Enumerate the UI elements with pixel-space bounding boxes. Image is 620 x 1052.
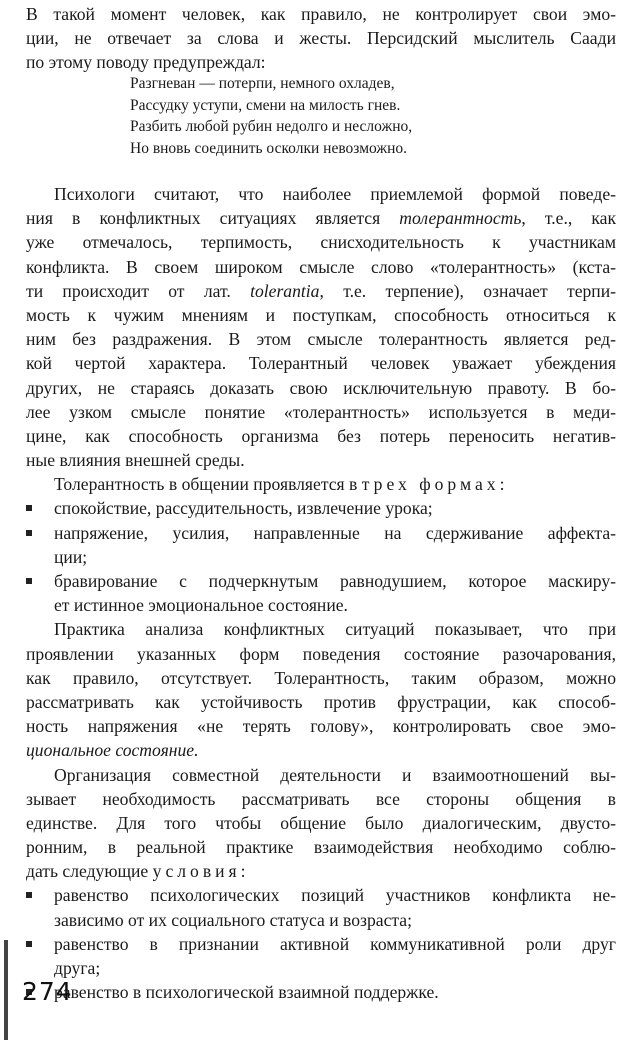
text-span: ти происходит от лат. bbox=[26, 280, 251, 301]
bullet-icon bbox=[26, 892, 32, 898]
list-item bbox=[26, 496, 616, 520]
text-line bbox=[26, 206, 616, 230]
list-item bbox=[26, 980, 616, 1004]
text-line: ронним, в реальной практике взаимодействия необходимо соблю- bbox=[26, 837, 616, 858]
italic-term: толерантность bbox=[399, 208, 522, 229]
text-line: ним без раздражения. В этом смысле толерантность является ред- bbox=[26, 329, 616, 350]
text-line: уже отмечалось, терпимость, снисходительность к участникам bbox=[26, 232, 616, 253]
bullet-icon bbox=[26, 505, 32, 511]
text-line: Психологи считают, что наиболее приемлемой формой поведе- bbox=[54, 184, 616, 204]
text-span: , т.е. терпение), означает терпи- bbox=[319, 280, 616, 301]
text-line: ность напряжения «не терять голову», контролировать свое эмо- bbox=[26, 716, 616, 737]
bullet-icon bbox=[26, 578, 32, 584]
poem-line: Разбить любой рубин недолго и несложно, bbox=[130, 118, 413, 135]
text-span: , т.е., как bbox=[521, 208, 616, 229]
text-line: по этому поводу предупреждал: bbox=[26, 52, 266, 73]
text-line: кой чертой характера. Толерантный человек уважает убеждения bbox=[26, 353, 616, 374]
text-line: цине, как способность организма без потерь переносить негатив- bbox=[26, 425, 616, 446]
text-line: проявлении указанных форм поведения состояние разочарования, bbox=[26, 643, 616, 664]
text-line: равенство в признании активной коммуникативной роли друг bbox=[54, 933, 616, 954]
text-line: ции, не отвечает за слова и жесты. Персидский мыслитель Саади bbox=[26, 28, 616, 49]
text-line: В такой момент человек, как правило, не контролирует свои эмо- bbox=[26, 4, 616, 24]
main-text bbox=[26, 182, 616, 1004]
text-line: лее узком смысле понятие «толерантность» используется в меди- bbox=[26, 401, 616, 422]
text-line: других, не стараясь доказать свою исключительную правоту. В бо- bbox=[26, 377, 616, 398]
text-line: ет истинное эмоциональное состояние. bbox=[54, 595, 348, 616]
list-item bbox=[26, 569, 616, 617]
page-number: 274 bbox=[22, 977, 73, 1006]
spaced-term: условия bbox=[152, 861, 241, 882]
text-line bbox=[26, 738, 616, 762]
text-line: Организация совместной деятельности и взаимоотношений вы- bbox=[54, 764, 616, 785]
text-span: дать следующие bbox=[26, 861, 153, 882]
text-line: бравирование с подчеркнутым равнодушием, которое маскиру- bbox=[54, 571, 616, 591]
text-line: ные влияния внешней среды. bbox=[26, 450, 245, 471]
text-line: конфликта. В своем широком смысле слово «толерантность» (кста- bbox=[26, 256, 616, 277]
text-line: мость к чужим мнениям и поступкам, способность относиться к bbox=[26, 304, 616, 325]
text-line: спокойствие, рассудительность, извлечение урока; bbox=[54, 498, 433, 519]
italic-term: циональное состояние. bbox=[26, 740, 199, 761]
margin-bar bbox=[4, 940, 8, 1040]
text-span: : bbox=[499, 474, 505, 495]
text-line: ции; bbox=[54, 546, 88, 567]
list-item bbox=[26, 932, 616, 980]
poem-line: Рассудку уступи, смени на милость гнев. bbox=[130, 96, 401, 114]
poem-line: Но вновь соединить осколки невозможно. bbox=[130, 139, 408, 157]
text-line bbox=[26, 472, 616, 496]
text-span: Толерантность в общении проявляется в bbox=[54, 474, 362, 495]
list-item bbox=[26, 521, 616, 569]
text-line: друга; bbox=[54, 958, 101, 978]
text-span: : bbox=[240, 861, 246, 882]
text-line: рассматривать как устойчивость против фрустрации, как способ- bbox=[26, 691, 616, 712]
text-line bbox=[26, 279, 616, 303]
intro-paragraph bbox=[26, 2, 616, 75]
poem-quote bbox=[130, 73, 412, 159]
text-line: зывает необходимость рассматривать все стороны общения в bbox=[26, 788, 616, 809]
text-line: единстве. Для того чтобы общение было диалогическим, двусто- bbox=[26, 812, 616, 833]
text-span: ния в конфликтных ситуациях является bbox=[26, 208, 400, 229]
spaced-term: трех формах bbox=[361, 474, 500, 495]
list-item bbox=[26, 883, 616, 931]
text-line: Практика анализа конфликтных ситуаций показывает, что при bbox=[54, 619, 616, 640]
text-line: напряжение, усилия, направленные на сдерживание аффекта- bbox=[54, 522, 616, 543]
text-line: зависимо от их социального статуса и возраста; bbox=[54, 909, 412, 930]
text-line bbox=[26, 859, 616, 883]
poem-line: Разгневан — потерпи, немного охладев, bbox=[130, 75, 395, 92]
text-line: равенство в психологической взаимной поддержке. bbox=[54, 982, 439, 1003]
bullet-icon bbox=[26, 530, 32, 536]
text-line: равенство психологических позиций участников конфликта не- bbox=[54, 885, 616, 906]
bullet-icon bbox=[26, 941, 32, 947]
italic-term: tolerantia bbox=[250, 280, 320, 301]
text-line: как правило, отсутствует. Толерантность, таким образом, можно bbox=[26, 667, 616, 688]
